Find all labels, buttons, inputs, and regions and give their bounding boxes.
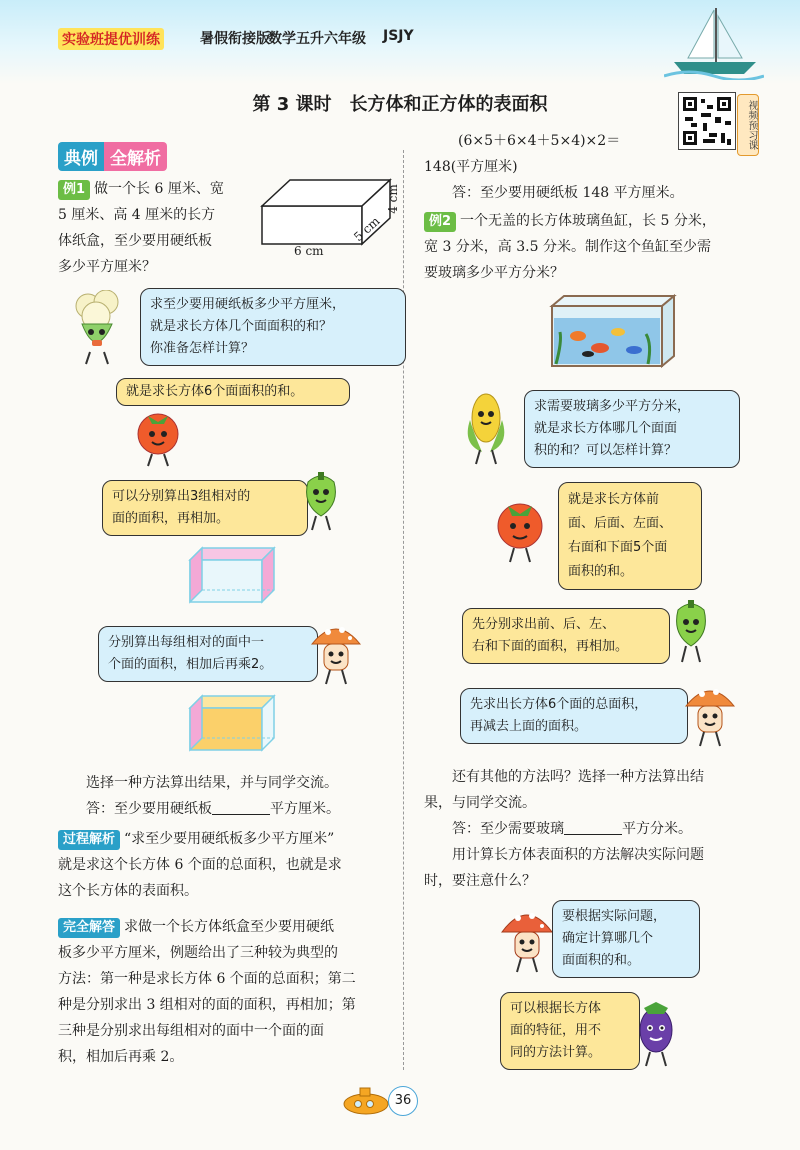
bubble-line: 可以分别算出3组相对的 [112, 489, 251, 504]
speech-bubble [500, 992, 640, 1070]
tomato-mascot-icon [130, 406, 188, 468]
speech-bubble [140, 288, 406, 366]
submarine-icon [340, 1082, 392, 1118]
bubble-line: 面积的和。 [568, 564, 634, 579]
result-line: 148(平方厘米) [424, 159, 518, 175]
speech-bubble [558, 482, 702, 590]
speech-bubble [102, 480, 308, 536]
example2-line: 要玻璃多少平方分米？ [424, 265, 564, 281]
process-badge: 过程解析 [58, 830, 120, 850]
answer1-line [58, 796, 398, 822]
bubble-line: 就是求长方体哪几个面面 [534, 421, 678, 436]
note-line: 用计算长方体表面积的方法解决实际问题 [452, 847, 704, 863]
answer2-line [424, 816, 780, 842]
full-answer-line: 板多少平方厘米，例题给出了三种较为典型的 [58, 945, 338, 961]
bubble-line: 就是求长方体6个面面积的和。 [126, 384, 304, 399]
formula-line: (6×5＋6×4＋5×4)×2＝ [458, 133, 621, 149]
example1-line: 5 厘米、高 4 厘米的长方 [58, 207, 216, 223]
code-label: JSJY [383, 28, 414, 44]
qr-code-icon[interactable] [678, 92, 736, 150]
bubble-line: 先求出长方体6个面的总面积， [470, 697, 648, 712]
mushroom-mascot-icon [306, 618, 366, 688]
other-method-line: 果，与同学交流。 [424, 795, 536, 811]
bubble-line: 求至少要用硬纸板多少平方厘米， [150, 297, 346, 312]
bubble-line: 同的方法计算。 [510, 1045, 602, 1060]
example1-badge: 例1 [58, 180, 90, 200]
bubble-line: 个面的面积，相加后再乘2。 [108, 657, 273, 672]
eggplant-mascot-icon [630, 994, 684, 1070]
bubble-line: 先分别求出前、后、左、 [472, 617, 616, 632]
process-line: 就是求这个长方体 6 个面的总面积，也就是求 [58, 857, 342, 873]
speech-bubble [524, 390, 740, 468]
bubble-line: 分别算出每组相对的面中一 [108, 635, 265, 650]
bubble-line: 求需要玻璃多少平方分米， [534, 399, 691, 414]
fish-tank-illustration [548, 292, 678, 370]
section-main-label: 典例 [58, 142, 104, 171]
cuboid-diagram [256, 172, 406, 262]
full-answer-line: 积，相加后再乘 2。 [58, 1049, 184, 1065]
tomato-mascot-icon [488, 496, 552, 566]
bubble-line: 就是求长方体几个面面积的和？ [150, 319, 333, 334]
full-answer-line: 种是分别求出 3 组相对的面的面积，再相加；第 [58, 997, 356, 1013]
process-line: “求至少要用硬纸板多少平方厘米” [124, 831, 335, 847]
pepper-mascot-icon [296, 468, 346, 534]
bubble-line: 面的面积，再相加。 [112, 511, 230, 526]
right-summary [424, 764, 780, 894]
example1-line: 做一个长 6 厘米、宽 [94, 181, 224, 197]
left-summary [58, 770, 398, 822]
example2-line: 宽 3 分米，高 3.5 分米。制作这个鱼缸至少需 [424, 239, 711, 255]
speech-bubble [98, 626, 318, 682]
mushroom-mascot-icon [680, 680, 740, 750]
answer2-prefix: 答：至少需要玻璃 [452, 821, 564, 837]
cuboid-paired-faces-diagram [186, 544, 278, 608]
bubble-line: 面面积的和。 [562, 953, 641, 968]
speech-bubble [116, 378, 350, 406]
example2-text [424, 208, 774, 286]
other-method-line: 还有其他的方法吗？选择一种方法算出结 [452, 769, 704, 785]
column-divider [403, 150, 404, 1070]
note-line: 时，要注意什么？ [424, 873, 536, 889]
right-solution [424, 128, 674, 180]
page-number: 36 [388, 1086, 418, 1116]
answer1-prefix: 答：至少要用硬纸板 [86, 801, 212, 817]
bubble-line: 积的和？可以怎样计算？ [534, 443, 678, 458]
lesson-title: 第 3 课时 长方体和正方体的表面积 [252, 94, 548, 115]
brand-label: 实验班提优训练 [58, 28, 164, 50]
bubble-line: 面、后面、左面、 [568, 516, 673, 531]
example2-line: 一个无盖的长方体玻璃鱼缸，长 5 分米， [460, 213, 716, 229]
full-answer-badge: 完全解答 [58, 918, 120, 938]
section-heading [58, 142, 167, 170]
answer2-blank[interactable] [564, 818, 622, 835]
example1-line: 多少平方厘米？ [58, 259, 156, 275]
answer-line: 答：至少要用硬纸板 148 平方厘米。 [452, 185, 684, 201]
grade-label: 数学五升六年级 [268, 31, 366, 47]
section-sub-label: 全解析 [104, 142, 167, 171]
pepper-mascot-icon [666, 596, 716, 666]
bubble-line: 确定计算哪几个 [562, 931, 654, 946]
sailboat-icon [664, 6, 764, 80]
height-label: 4 cm [385, 184, 400, 214]
video-preview-tag: 视频预习课 [737, 94, 759, 156]
edition-label: 暑假衔接版 [200, 31, 270, 47]
bubble-line: 你准备怎样计算？ [150, 341, 255, 356]
full-answer [58, 914, 402, 1070]
corn-mascot-icon [456, 386, 522, 468]
answer1-suffix: 平方厘米。 [270, 801, 340, 817]
process-analysis [58, 826, 402, 904]
mushroom-mascot-icon [498, 904, 556, 974]
bubble-line: 右面和下面5个面 [568, 540, 668, 555]
example1-line: 体纸盒，至少要用硬纸板 [58, 233, 212, 249]
bubble-line: 就是求长方体前 [568, 492, 660, 507]
example2-badge: 例2 [424, 212, 456, 232]
bubble-line: 可以根据长方体 [510, 1001, 602, 1016]
answer2-suffix: 平方分米。 [622, 821, 692, 837]
full-answer-line: 方法：第一种是求长方体 6 个面的总面积；第二 [58, 971, 356, 987]
bubble-line: 要根据实际问题， [562, 909, 667, 924]
cauliflower-mascot-icon [66, 290, 130, 366]
example1-text [58, 176, 258, 280]
choose-text: 选择一种方法算出结果，并与同学交流。 [86, 775, 338, 791]
speech-bubble [460, 688, 688, 744]
length-label: 6 cm [294, 244, 324, 258]
process-line: 这个长方体的表面积。 [58, 883, 198, 899]
cuboid-single-faces-diagram [186, 692, 278, 756]
speech-bubble [462, 608, 670, 664]
full-answer-line: 求做一个长方体纸盒至少要用硬纸 [124, 919, 335, 935]
answer1-blank[interactable] [212, 798, 270, 815]
speech-bubble [552, 900, 700, 978]
bubble-line: 右和下面的面积，再相加。 [472, 639, 629, 654]
bubble-line: 面的特征，用不 [510, 1023, 602, 1038]
bubble-line: 再减去上面的面积。 [470, 719, 588, 734]
width-label: 5 cm [351, 213, 383, 245]
full-answer-line: 三种是分别求出每组相对的面中一个面的面 [58, 1023, 324, 1039]
